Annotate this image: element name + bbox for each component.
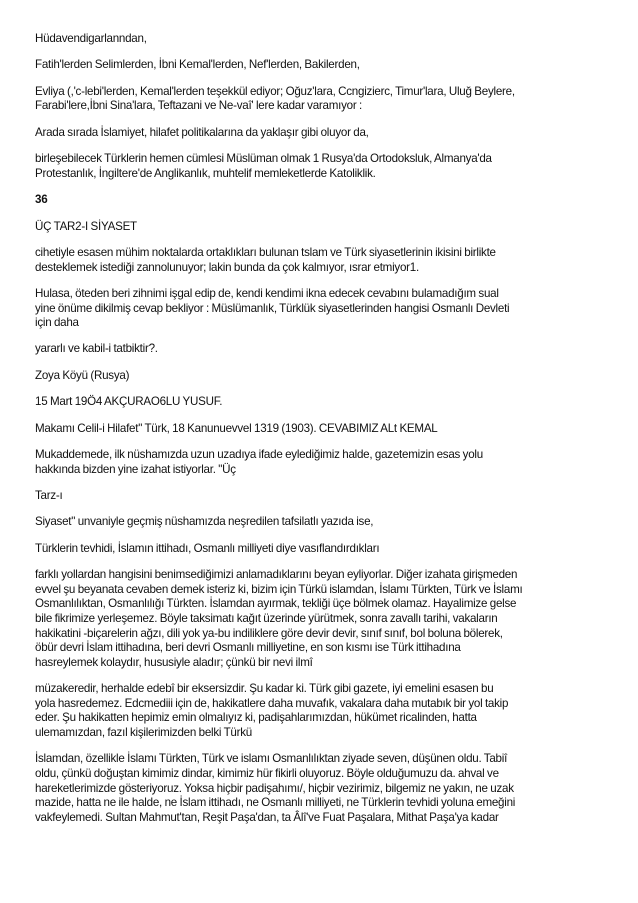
paragraph: Arada sırada İslamiyet, hilafet politikalarına da yaklaşır gibi oluyor da, [35, 125, 369, 139]
date-signature-line: 15 Mart 19Ö4 AKÇURAO6LU YUSUF. [35, 395, 223, 409]
paragraph: Evliya (,'c-lebi'lerden, Kemal'lerden teşekkül ediyor; Oğuz'lara, Ccngizierc, Timur'lara, Uluğ Beylere, Farabi'lere,İbni Sina'lara, Teftazani ve Ne-vaî' lere kadar varamıyor : [35, 84, 515, 113]
paragraph: Hulasa, öteden beri zihnimi işgal edip de, kendi kendimi ikna edecek cevabını bulamadığım sual yine önüme dikilmiş cevap bekliyor : Müslümanlık, Türklük siyasetlerinden hangisi Osmanlı Devleti için daha [35, 286, 510, 330]
paragraph: müzakeredir, herhalde edebî bir eksersizdir. Şu kadar ki. Türk gibi gazete, iyi emelini esasen bu yola hasredemez. Edcmediii için de, hakikatlere daha muvafık, vakalara daha mutabık bir yol takip eder. Şu hakikatten hepimiz emin olmalıyız ki, padişahlarımızdan, hükümet ricalinden, hatta ulemamızdan, fazıl kişilerimizden belki Türkü [35, 682, 509, 739]
paragraph: Fatih'lerden Selimlerden, İbni Kemal'lerden, Nef'lerden, Bakilerden, [35, 58, 360, 72]
paragraph: Tarz-ı [35, 489, 63, 503]
paragraph: Siyaset" unvaniyle geçmiş nüshamızda neşredilen tafsilatlı yazıda ise, [35, 515, 374, 529]
article-header-line: Makamı Celil-i Hilafet" Türk, 18 Kanunuevvel 1319 (1903). CEVABIMIZ ALt KEMAL [35, 421, 438, 435]
paragraph: Hüdavendigarlanndan, [35, 32, 147, 45]
section-heading: ÜÇ TAR2-I SİYASET [35, 219, 137, 233]
paragraph: Türklerin tevhidi, İslamın ittihadı, Osmanlı milliyeti diye vasıflandırdıkları [35, 541, 380, 555]
page-number: 36 [35, 193, 48, 207]
paragraph: farklı yollardan hangisini benimsediğimizi anlamadıklarını beyan eyliyorlar. Diğer izahata girişmeden evvel şu beyanata cevaben demek isteriz ki, bizim için Türkü islamdan, İslamı Türkten, Türk ve İslamı Osmanlılıktan, Osmanlılığı Türkten. İslamdan ayırmak, tekliği üçe bölmek olamaz. Hayalimize gelse bile fikrimize yerleşemez. Böyle taksimatı kağıt üzerinde yürütmek, sonra zavallı tarihi, vakaların hakikatini -biçarelerin ağzı, dili yok ya-bu indiliklere göre devir devir, sınıf sınıf, bol boluna bölerek, öbür devri İslam ittihadına, beri devri Osmanlı milliyetine, en son kısmı ise Türk ittihadına hasreylemek kolaydır, hususiyle aladır; çünkü bir nevi ilmî [35, 568, 523, 669]
paragraph: yararlı ve kabil-i tatbiktir?. [35, 342, 158, 356]
place-line: Zoya Köyü (Rusya) [35, 368, 130, 382]
paragraph: Mukaddemede, ilk nüshamızda uzun uzadıya ifade eylediğimiz halde, gazetemizin esas yolu hakkında bizden yine izahat istiyorlar. "Üç [35, 448, 483, 476]
paragraph: birleşebilecek Türklerin hemen cümlesi Müslüman olmak 1 Rusya'da Ortodoksluk, Almanya'da Protestanlık, İngiltere'de Anglikanlık, muhtelif memleketlerde Katoliklik. [35, 152, 492, 180]
paragraph: cihetiyle esasen mühim noktalarda ortaklıkları bulunan tslam ve Türk siyasetlerinin ikisini birlikte desteklemek istediği zannolunuyor; lakin bunda da çok kalmıyor, ısrar etmiyor1. [35, 245, 496, 274]
paragraph: İslamdan, özellikle İslamı Türkten, Türk ve islamı Osmanlılıktan ziyade seven, düşünen oldu. Tabiî oldu, çünkü doğuştan kimimiz dindar, kimimiz hür fikirli oluyoruz. Böyle olduğumuzu da. ahval ve hareketlerimizde gösteriyoruz. Yoksa hiçbir padişahımı/, hiçbir vezirimiz, bilgemiz ne yakın, ne uzak mazide, hatta ne ile halde, ne İslam ittihadı, ne Osmanlı milliyeti, ne Türklerin tevhidi yoluna emeğini vakfeylemedi. Sultan Mahmut'tan, Reşit Paşa'dan, ta Âlî've Fuat Paşalara, Mithat Paşa'ya kadar [35, 752, 516, 824]
